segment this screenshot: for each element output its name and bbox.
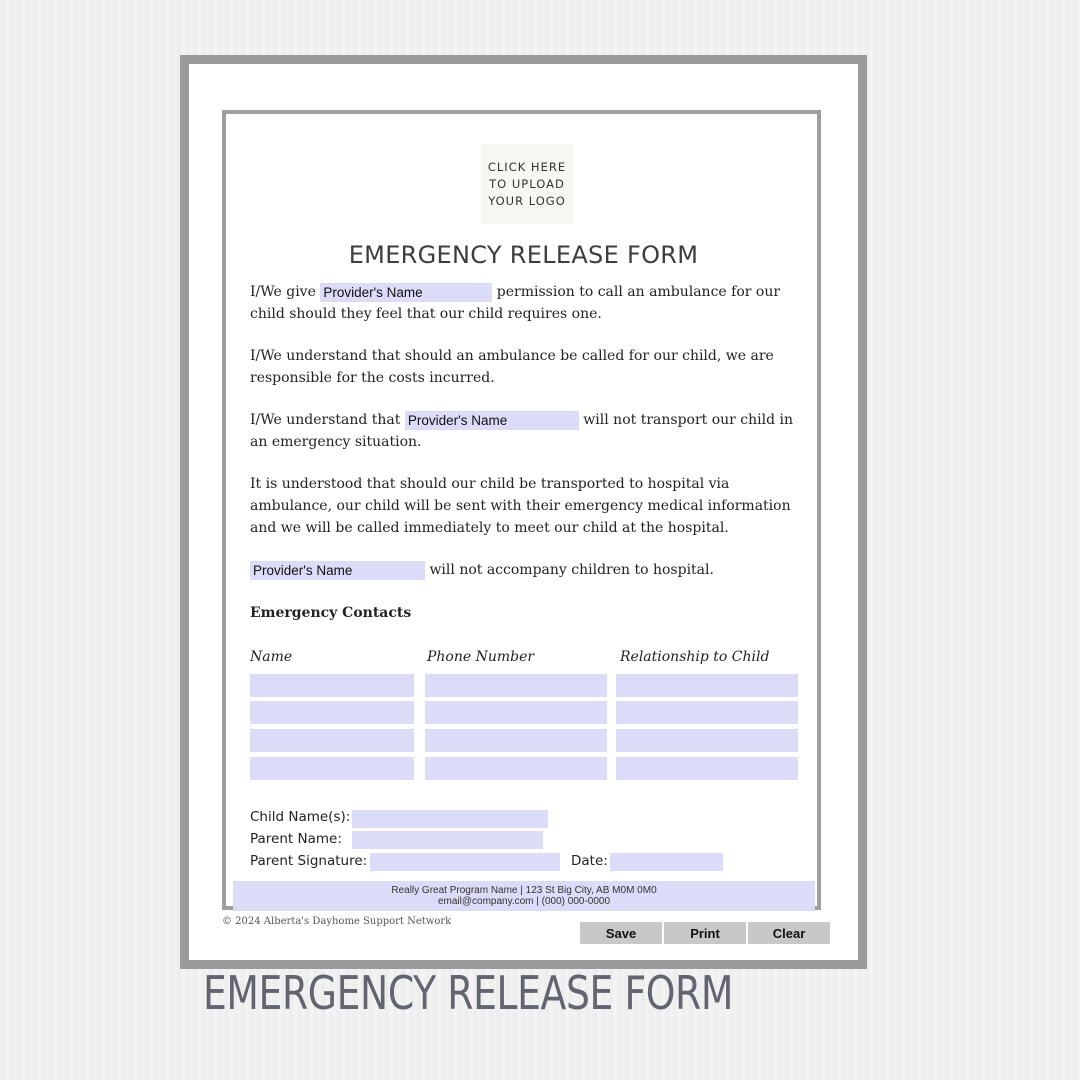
parent-name-field[interactable] (352, 831, 543, 849)
form-sheet (189, 64, 858, 960)
contact-name-field-1[interactable] (250, 674, 414, 697)
contact-phone-field-4[interactable] (425, 757, 607, 780)
contact-name-field-4[interactable] (250, 757, 414, 780)
contact-relationship-field-1[interactable] (616, 674, 798, 697)
clear-button[interactable]: Clear (748, 922, 830, 944)
parent-signature-label: Parent Signature: (250, 853, 368, 869)
p1-text-before: I/We give (250, 284, 321, 300)
parent-signature-field[interactable] (370, 853, 560, 871)
provider-name-field-2[interactable] (405, 411, 579, 430)
paragraph-permission (250, 281, 795, 325)
child-names-label: Child Name(s): (250, 809, 351, 825)
copyright-notice: © 2024 Alberta's Dayhome Support Network (222, 916, 452, 927)
p1-text-after: permission to call an ambulance for our child should they feel that our child requires one. (250, 284, 781, 322)
print-button[interactable]: Print (664, 922, 746, 944)
upload-logo-button[interactable] (481, 144, 573, 224)
logo-label-line2: TO UPLOAD (489, 176, 565, 191)
child-names-field[interactable] (352, 810, 548, 828)
program-info-bar (233, 881, 815, 911)
column-header-relationship: Relationship to Child (620, 649, 770, 665)
save-button[interactable]: Save (580, 922, 662, 944)
paragraph-hospital: It is understood that should our child be transported to hospital via ambulance, our child will be sent with their emergency medical information and we will be called immediately to meet our child at the hospital. (250, 476, 791, 536)
provider-name-field-1[interactable] (320, 283, 492, 302)
p5-text-after: will not accompany children to hospital. (425, 562, 714, 578)
paragraph-accompany (250, 559, 795, 581)
logo-label-line3: YOUR LOGO (488, 193, 566, 208)
column-header-phone: Phone Number (427, 649, 535, 665)
contact-phone-field-2[interactable] (425, 701, 607, 724)
contact-phone-field-1[interactable] (425, 674, 607, 697)
form-title: EMERGENCY RELEASE FORM (348, 241, 699, 269)
program-address: Really Great Program Name | 123 St Big City, AB M0M 0M0 (391, 885, 657, 896)
product-caption: EMERGENCY RELEASE FORM (203, 966, 733, 1020)
parent-name-label: Parent Name: (250, 831, 342, 847)
contact-phone-field-3[interactable] (425, 729, 607, 752)
program-contact: email@company.com | (000) 000-0000 (437, 896, 611, 907)
paragraph-transport (250, 409, 795, 453)
provider-name-field-3[interactable] (250, 561, 425, 580)
date-label: Date: (571, 853, 608, 869)
contact-relationship-field-2[interactable] (616, 701, 798, 724)
contact-name-field-3[interactable] (250, 729, 414, 752)
contact-name-field-2[interactable] (250, 701, 414, 724)
contact-relationship-field-3[interactable] (616, 729, 798, 752)
column-header-name: Name (250, 649, 293, 665)
emergency-contacts-heading: Emergency Contacts (250, 605, 412, 621)
paragraph-costs: I/We understand that should an ambulance be called for our child, we are responsible for the costs incurred. (250, 348, 774, 386)
p3-text-before: I/We understand that (250, 412, 405, 428)
p3-text-after: will not transport our child in an emergency situation. (250, 412, 794, 450)
logo-label-line1: CLICK HERE (487, 159, 567, 174)
contact-relationship-field-4[interactable] (616, 757, 798, 780)
document-frame (180, 55, 867, 969)
date-field[interactable] (610, 853, 723, 871)
